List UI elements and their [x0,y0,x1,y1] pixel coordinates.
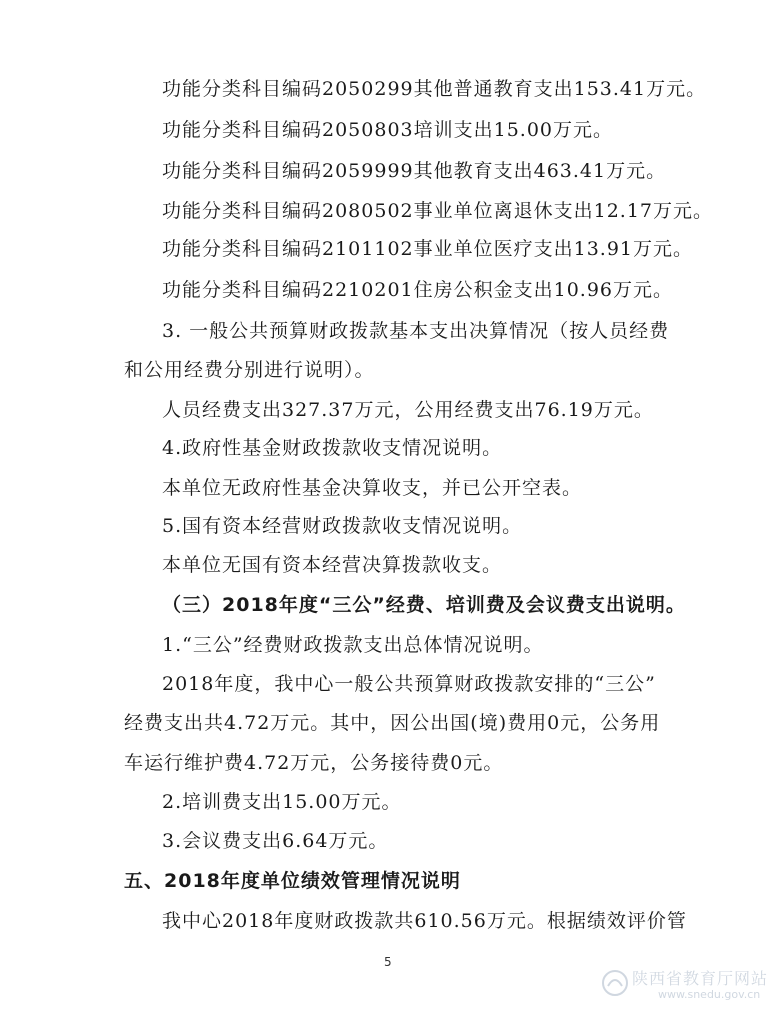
text-line: 5.国有资本经营财政拨款收支情况说明。 [162,515,523,537]
text-line: 本单位无政府性基金决算收支，并已公开空表。 [162,477,583,499]
text-line: 3.会议费支出6.64万元。 [162,830,389,852]
text-line: 和公用经费分别进行说明）。 [124,359,375,381]
text-line: 功能分类科目编码2080502事业单位离退休支出12.17万元。 [162,200,714,222]
text-line: 1.“三公”经费财政拨款支出总体情况说明。 [162,634,544,656]
section-heading: （三）2018年度“三公”经费、培训费及会议费支出说明。 [162,594,686,616]
text-line: 功能分类科目编码2101102事业单位医疗支出13.91万元。 [162,238,694,260]
text-line: 功能分类科目编码2210201住房公积金支出10.96万元。 [162,279,674,301]
text-line: 4.政府性基金财政拨款收支情况说明。 [162,437,503,459]
text-line: 功能分类科目编码2050299其他普通教育支出153.41万元。 [162,78,707,100]
text-line: 我中心2018年度财政拨款共610.56万元。根据绩效评价管 [162,910,687,932]
text-line: 经费支出共4.72万元。其中，因公出国(境)费用0元，公务用 [124,712,661,734]
watermark-text: 陕西省教育厅网站 [632,969,769,988]
text-line: 2018年度，我中心一般公共预算财政拨款安排的“三公” [162,673,656,695]
watermark-logo-icon [600,968,630,998]
text-line: 功能分类科目编码2059999其他教育支出463.41万元。 [162,160,667,182]
text-line: 功能分类科目编码2050803培训支出15.00万元。 [162,119,614,141]
page-number: 5 [384,955,392,969]
watermark-url: www.snedu.gov.cn [658,988,761,1001]
section-heading: 五、2018年度单位绩效管理情况说明 [124,870,461,892]
text-line: 2.培训费支出15.00万元。 [162,791,402,813]
text-line: 本单位无国有资本经营决算拨款收支。 [162,554,503,576]
site-watermark [600,966,776,1006]
text-line: 人员经费支出327.37万元，公用经费支出76.19万元。 [162,399,654,421]
text-line: 车运行维护费4.72万元，公务接待费0元。 [124,752,504,774]
text-line: 3. 一般公共预算财政拨款基本支出决算情况（按人员经费 [162,320,670,342]
